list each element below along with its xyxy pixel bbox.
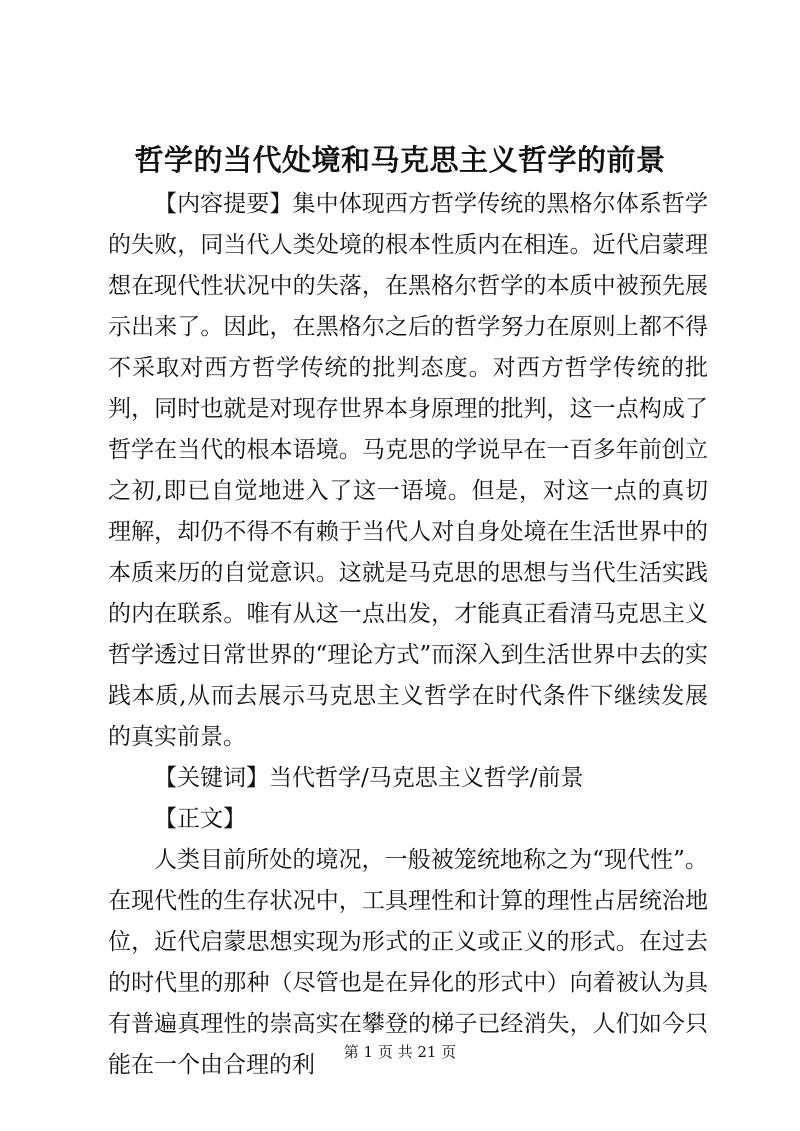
document-body [108,184,708,1086]
abstract-paragraph: 【内容提要】集中体现西方哲学传统的黑格尔体系哲学的失败，同当代人类处境的根本性质内在相连。近代启蒙理想在现代性状况中的失落，在黑格尔哲学的本质中被预先展示出来了。因此，在黑格尔之后的哲学努力在原则上都不得不采取对西方哲学传统的批判态度。对西方哲学传统的批判，同时也就是对现存世界本身原理的批判，这一点构成了哲学在当代的根本语境。马克思的学说早在一百多年前创立之初,即已自觉地进入了这一语境。但是，对这一点的真切理解，却仍不得不有赖于当代人对自身处境在生活世界中的本质来历的自觉意识。这就是马克思的思想与当代生活实践的内在联系。唯有从这一点出发，才能真正看清马克思主义哲学透过日常世界的“理论方式”而深入到生活世界中去的实践本质,从而去展示马克思主义哲学在时代条件下继续发展的真实前景。 [108,191,708,750]
body-heading: 【正文】 [154,806,246,832]
keywords-line: 【关键词】当代哲学/马克思主义哲学/前景 [154,765,584,791]
document-title: 哲学的当代处境和马克思主义哲学的前景 [134,143,666,177]
page-number-footer: 第 1 页 共 21 页 [343,1043,457,1061]
body-paragraph: 人类目前所处的境况，一般被笼统地称之为“现代性”。在现代性的生存状况中，工具理性和计算的理性占居统治地位，近代启蒙思想实现为形式的正义或正义的形式。在过去的时代里的那种（尽管也是在异化的形式中）向着被认为具有普遍真理性的崇高实在攀登的梯子已经消失，人们如今只能在一个由合理的利 [108,847,708,1078]
